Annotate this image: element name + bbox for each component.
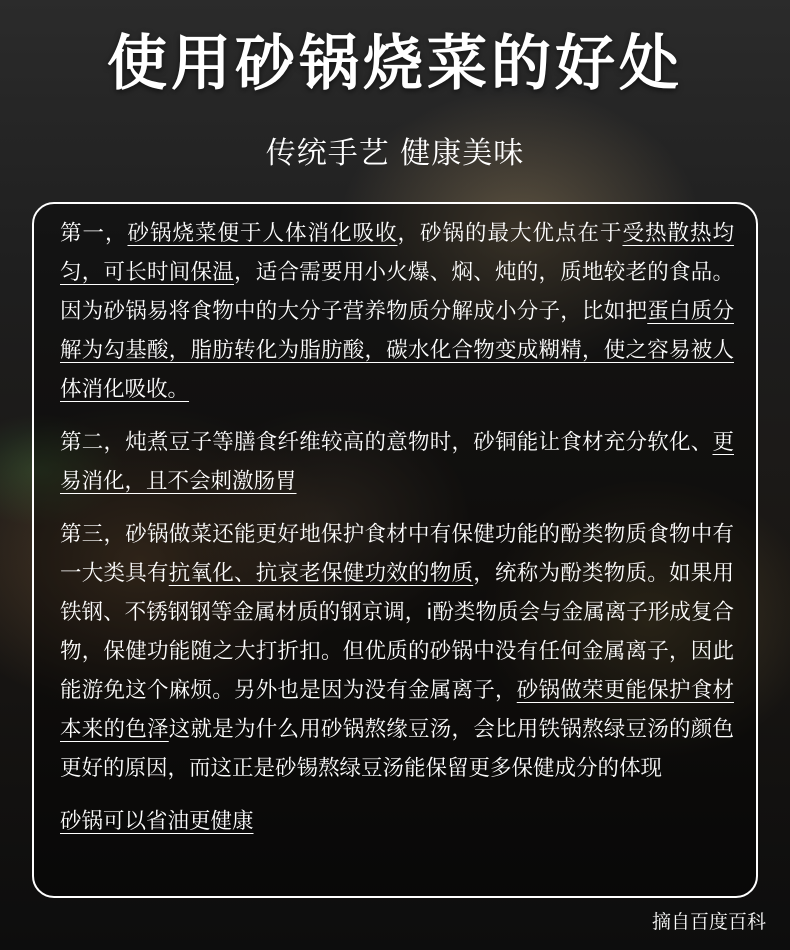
- highlighted-phrase: 砂锅可以省油更健康: [60, 809, 254, 834]
- highlighted-phrase: 更易消化，且不会刺激肠胃: [60, 430, 734, 494]
- paragraph-second: [60, 423, 734, 501]
- highlighted-phrase: 砂锅做荣更能保护食材本来的色泽: [60, 678, 734, 742]
- page-title: 使用砂锅烧菜的好处: [107, 29, 683, 99]
- highlighted-phrase: 蛋白质分解为勾基酸，脂肪转化为脂肪酸，碳水化合物变成糊精，使之容易被人体消化吸收。: [60, 299, 734, 402]
- source-note: 摘自百度百科: [651, 911, 766, 933]
- paragraph-text: 这就是为什么用砂锅熬缘豆汤，会比用铁锅熬绿豆汤的颜色更好的原因，而这正是砂锡熬绿豆汤能保留更多保健成分的体现: [60, 717, 734, 781]
- paragraph-text: ，适合需要用小火爆、焖、炖的，质地较老的食品。因为砂锅易将食物中的大分子营养物质分解成小分子，比如把: [60, 260, 734, 324]
- paragraph-first: [60, 214, 734, 409]
- highlighted-phrase: 受热散热均匀，可长时间保温: [60, 221, 734, 285]
- highlighted-phrase: 砂锅烧菜便于人体消化吸收: [127, 221, 398, 246]
- highlighted-phrase: 抗氧化、抗哀老保健功效的物质: [168, 561, 474, 586]
- page-subtitle: 传统手艺 健康美味: [265, 136, 525, 171]
- content-card: [32, 202, 758, 898]
- paragraph-fourth: [60, 802, 734, 841]
- paragraph-text: 第二，炖煮豆子等膳食纤维较高的意物时，砂铜能让食材充分软化、: [60, 430, 713, 455]
- paragraph-text: 第三，砂锅做菜还能更好地保护食材中有保健功能的酚类物质食物中有一大类具有: [60, 522, 734, 586]
- paragraph-text: ，统称为酚类物质。如果用铁钢、不锈钢钢等金属材质的钢京调，i酚类物质会与金属离子形成复合物，保健功能随之大打折扣。但优质的砂锅中没有任何金属离子，因此能游免这个麻烦。另外也是因为没有金属离子，: [60, 561, 734, 703]
- paragraph-text: 第一，: [60, 221, 128, 246]
- paragraph-third: [60, 515, 734, 788]
- paragraph-text: ，砂锅的最大优点在于: [397, 221, 623, 246]
